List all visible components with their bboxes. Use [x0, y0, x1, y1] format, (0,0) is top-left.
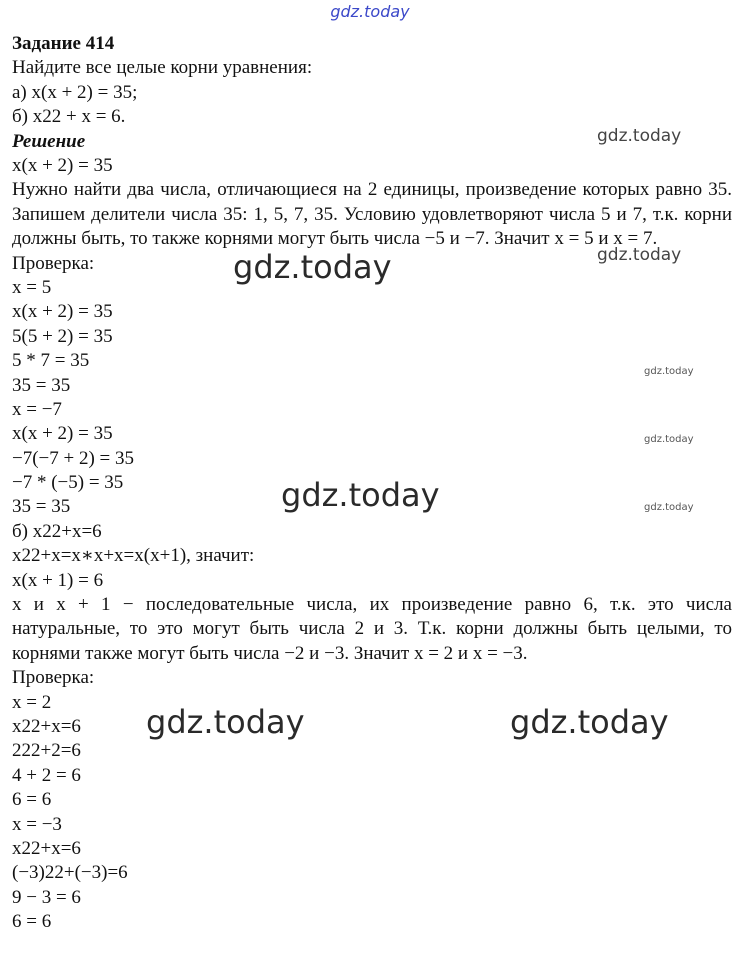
check-heading-b: Проверка:: [12, 667, 95, 689]
check-b-line: 222+2=6: [12, 740, 81, 762]
explanation-a: Нужно найти два числа, отличающиеся на 2 единицы, произведение которых равно 35. Запишем делители числа 35: 1, 5, 7, 35. Условию удовлетворяют числа 5 и 7, т.к. корни должны быть, то также корнями могут быть числа −5 и −7. Значит x = 5 и x = 7.: [12, 179, 732, 250]
check-b-line: x = −3: [12, 813, 62, 835]
check-b-line: (−3)22+(−3)=6: [12, 862, 128, 884]
part-b-line: б) x22+x=6: [12, 520, 102, 542]
check-b-line: 9 − 3 = 6: [12, 886, 81, 908]
check-a-line: 35 = 35: [12, 374, 71, 396]
check-a-line: x = 5: [12, 276, 52, 298]
check-b-line: 4 + 2 = 6: [12, 764, 81, 786]
watermark: gdz.today: [146, 703, 305, 741]
check-b-line: 6 = 6: [12, 789, 52, 811]
part-b-lines: [12, 520, 732, 593]
check-heading-a: Проверка:: [12, 252, 95, 274]
watermark: gdz.today: [597, 245, 682, 265]
part-b-line: x(x + 1) = 6: [12, 569, 104, 591]
check-a-line: x(x + 2) = 35: [12, 301, 113, 323]
explanation-b: x и x + 1 − последовательные числа, их произведение равно 6, т.к. это числа натуральные, то это могут быть числа 2 и 3. Т.к. корни должны быть целыми, то корнями также могут быть числа −2 и −3. Значит x = 2 и x = −3.: [12, 594, 732, 664]
watermark: gdz.today: [510, 703, 669, 741]
task-title: Задание 414: [12, 33, 115, 54]
check-a-line: x(x + 2) = 35: [12, 423, 113, 445]
solution-heading: Решение: [12, 130, 86, 152]
watermark: gdz.today: [644, 366, 694, 377]
task-part-a: а) x(x + 2) = 35;: [12, 81, 138, 103]
watermark: gdz.today: [644, 502, 694, 513]
check-a-line: x = −7: [12, 398, 62, 420]
site-watermark-header: gdz.today: [330, 2, 410, 21]
task-part-b: б) x22 + x = 6.: [12, 106, 126, 128]
task-prompt: Найдите все целые корни уравнения:: [12, 57, 313, 79]
check-b-line: 6 = 6: [12, 911, 52, 933]
check-a-line: −7 * (−5) = 35: [12, 472, 124, 494]
check-a-line: 5(5 + 2) = 35: [12, 325, 113, 347]
check-a-line: 35 = 35: [12, 496, 71, 518]
watermark: gdz.today: [597, 126, 682, 146]
watermark: gdz.today: [233, 248, 392, 286]
check-a-line: 5 * 7 = 35: [12, 350, 90, 372]
equation-a: x(x + 2) = 35: [12, 154, 113, 176]
watermark: gdz.today: [644, 434, 694, 445]
check-a-line: −7(−7 + 2) = 35: [12, 447, 135, 469]
check-b-line: x22+x=6: [12, 716, 81, 738]
part-b-line: x22+x=x∗x+x=x(x+1), значит:: [12, 545, 255, 567]
check-b-line: x22+x=6: [12, 837, 81, 859]
watermark: gdz.today: [281, 476, 440, 514]
check-b-line: x = 2: [12, 691, 52, 713]
